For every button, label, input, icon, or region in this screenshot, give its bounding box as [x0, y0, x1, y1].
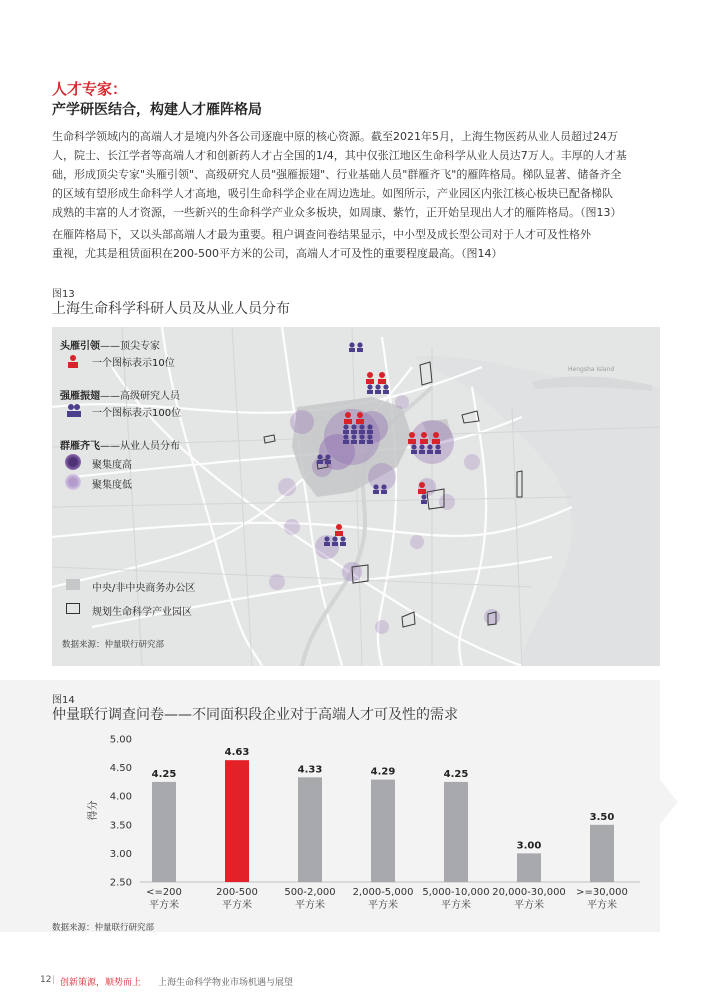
legend-lead-title: 头雁引领	[60, 341, 100, 352]
y-tick-label: 3.50	[109, 820, 132, 832]
legend-cbd-label: 中央/非中央商务办公区	[92, 583, 196, 594]
x-tick-label: 平方米	[587, 900, 617, 911]
paragraph-line: 在雁阵格局下，又以头部高端人才最为重要。租户调查问卷结果显示，中小型及成长型公司对于人才可及性格外	[52, 228, 591, 241]
footer-report-title: 上海生命科学物业市场机遇与展望	[158, 978, 294, 988]
bar	[371, 780, 395, 882]
x-tick-label: 平方米	[222, 900, 252, 911]
paragraph-2	[52, 225, 662, 263]
y-tick-label: 3.00	[109, 848, 132, 860]
y-axis-label: 得分	[88, 800, 99, 821]
x-tick-label: 20,000-30,000	[492, 887, 566, 898]
x-tick-label: 平方米	[295, 900, 325, 911]
legend-low-label: 聚集度低	[92, 480, 132, 491]
legend-lead-row	[60, 337, 160, 352]
bar-value-label: 3.00	[516, 840, 542, 852]
figure-14-source: 数据来源：仲量联行研究部	[52, 923, 155, 933]
page-number: 12	[40, 975, 52, 985]
legend-flock-row	[60, 437, 180, 452]
expert-legend-icon	[66, 353, 80, 367]
paragraph-line: 础，形成顶尖专家"头雁引领"、高级研究人员"强雁振翅"、行业基础人员"群雁齐飞"的雁阵格局。梯队显著、储备齐全	[52, 168, 622, 181]
footer-section: 创新策源，顺势而上	[60, 978, 142, 988]
cbd-swatch	[66, 579, 80, 590]
footer-divider: |	[52, 975, 56, 985]
figure-14-label: 图14	[52, 695, 75, 706]
cluster-high-swatch	[65, 454, 81, 470]
bar	[517, 853, 541, 882]
legend-lead-desc: ——顶尖专家	[100, 341, 160, 352]
x-tick-label: 200-500	[216, 887, 258, 898]
figure-13-title: 上海生命科学科研人员及从业人员分布	[52, 301, 290, 317]
legend-flock-desc: ——从业人员分布	[100, 441, 180, 452]
x-tick-label: 平方米	[368, 900, 398, 911]
paragraph-line: 生命科学领域内的高端人才是境内外各公司逐鹿中原的核心资源。截至2021年5月，上海生物医药从业人员超过24万	[52, 130, 618, 143]
figure-13-source: 数据来源：仲量联行研究部	[62, 640, 165, 650]
panel-arrow	[660, 780, 678, 824]
paragraph-line: 人，院士、长江学者等高端人才和创新药人才占全国的1/4，其中仅张江地区生命科学从业人员达7万人。丰厚的人才基	[52, 149, 627, 162]
paragraph-1	[52, 127, 662, 222]
bar	[590, 825, 614, 882]
x-tick-label: >=30,000	[576, 887, 628, 898]
bar	[444, 782, 468, 882]
y-tick-label: 4.00	[109, 791, 132, 803]
x-tick-label: 平方米	[441, 900, 471, 911]
bar-value-label: 4.25	[151, 768, 177, 780]
bar-value-label: 4.63	[224, 747, 250, 759]
bar-chart	[0, 725, 660, 925]
island-label: Hengsha Island	[568, 366, 615, 373]
x-tick-label: 500-2,000	[284, 887, 336, 898]
researcher-legend-icon	[66, 402, 82, 416]
paragraph-line: 成熟的丰富的人才资源，一些新兴的生命科学产业众多板块，如周康、紫竹，正开始呈现出人才的雁阵格局。（图13）	[52, 206, 622, 219]
bar	[298, 777, 322, 882]
bar-value-label: 4.25	[443, 768, 469, 780]
legend-park-label: 规划生命科学产业园区	[92, 607, 192, 618]
legend-strong-desc: ——高级研究人员	[100, 391, 180, 402]
bar-value-label: 3.50	[589, 811, 615, 823]
park-swatch	[66, 603, 80, 614]
x-tick-label: 平方米	[514, 900, 544, 911]
y-tick-label: 4.50	[109, 763, 132, 775]
legend-lead-note: 一个图标表示10位	[92, 358, 175, 369]
talent-distribution-map	[52, 327, 660, 666]
x-tick-label: 5,000-10,000	[422, 887, 490, 898]
y-tick-label: 2.50	[109, 877, 132, 889]
paragraph-line: 重视，尤其是租赁面积在200-500平方米的公司，高端人才可及性的重要程度最高。（图14）	[52, 247, 503, 260]
y-tick-label: 5.00	[109, 734, 132, 746]
bar	[152, 782, 176, 882]
legend-strong-row	[60, 387, 180, 402]
section-title: 人才专家：	[52, 80, 128, 98]
paragraph-line: 的区域有望形成生命科学人才高地，吸引生命科学企业在周边选址。如图所示，产业园区内张江核心板块已配备梯队	[52, 187, 613, 200]
legend-strong-note: 一个图标表示100位	[92, 408, 182, 419]
bar-value-label: 4.29	[370, 766, 396, 778]
legend-strong-title: 强雁振翅	[60, 391, 100, 402]
figure-13-label: 图13	[52, 289, 75, 300]
figure-14-title: 仲量联行调查问卷——不同面积段企业对于高端人才可及性的需求	[52, 707, 458, 723]
x-tick-label: 平方米	[149, 900, 179, 911]
x-tick-label: 2,000-5,000	[352, 887, 414, 898]
x-tick-label: <=200	[146, 887, 182, 898]
legend-flock-title: 群雁齐飞	[60, 441, 100, 452]
legend-high-label: 聚集度高	[92, 460, 132, 471]
cluster-low-swatch	[65, 474, 81, 490]
bar-chart-svg	[0, 725, 660, 925]
bar	[225, 760, 249, 882]
bar-value-label: 4.33	[297, 764, 323, 776]
section-subtitle: 产学研医结合，构建人才雁阵格局	[52, 102, 262, 118]
